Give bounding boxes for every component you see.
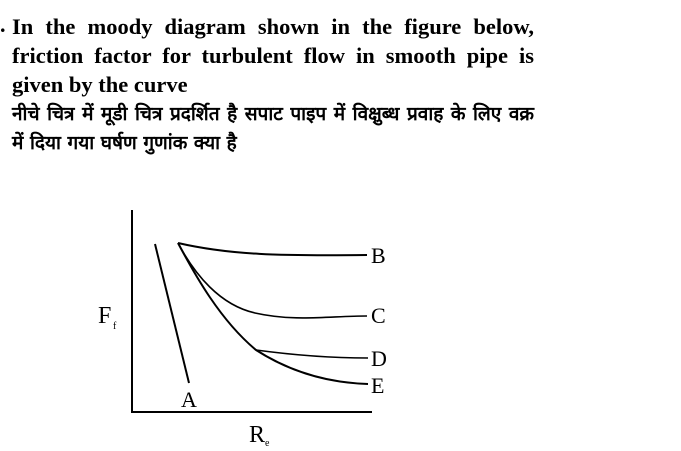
curve-label-d: D bbox=[371, 346, 387, 371]
moody-diagram bbox=[80, 200, 420, 450]
question-text-hindi: नीचे चित्र में मूडी चित्र प्रदर्शित है सपाट पाइप में विक्षुब्ध प्रवाह के लिए वक्र में दिया गया घर्षण गुणांक क्या है bbox=[12, 103, 534, 154]
question-bullet: . bbox=[0, 12, 6, 37]
x-axis-label: R bbox=[249, 422, 266, 448]
y-axis-label-subscript: f bbox=[113, 321, 117, 332]
curve-label-e: E bbox=[371, 373, 385, 398]
curve-a bbox=[155, 244, 189, 383]
curve-label-a: A bbox=[181, 387, 197, 412]
curve-label-b: B bbox=[371, 243, 386, 268]
curve-d bbox=[256, 350, 368, 358]
curve-label-c: C bbox=[371, 303, 386, 328]
x-axis-label-subscript: e bbox=[265, 438, 270, 449]
curve-e bbox=[178, 243, 368, 384]
curve-b bbox=[178, 243, 367, 255]
y-axis-label: F bbox=[98, 303, 112, 329]
question-text-english: In the moody diagram shown in the figure below, friction factor for turbulent flow in smooth pipe is given by the curve bbox=[12, 14, 534, 97]
